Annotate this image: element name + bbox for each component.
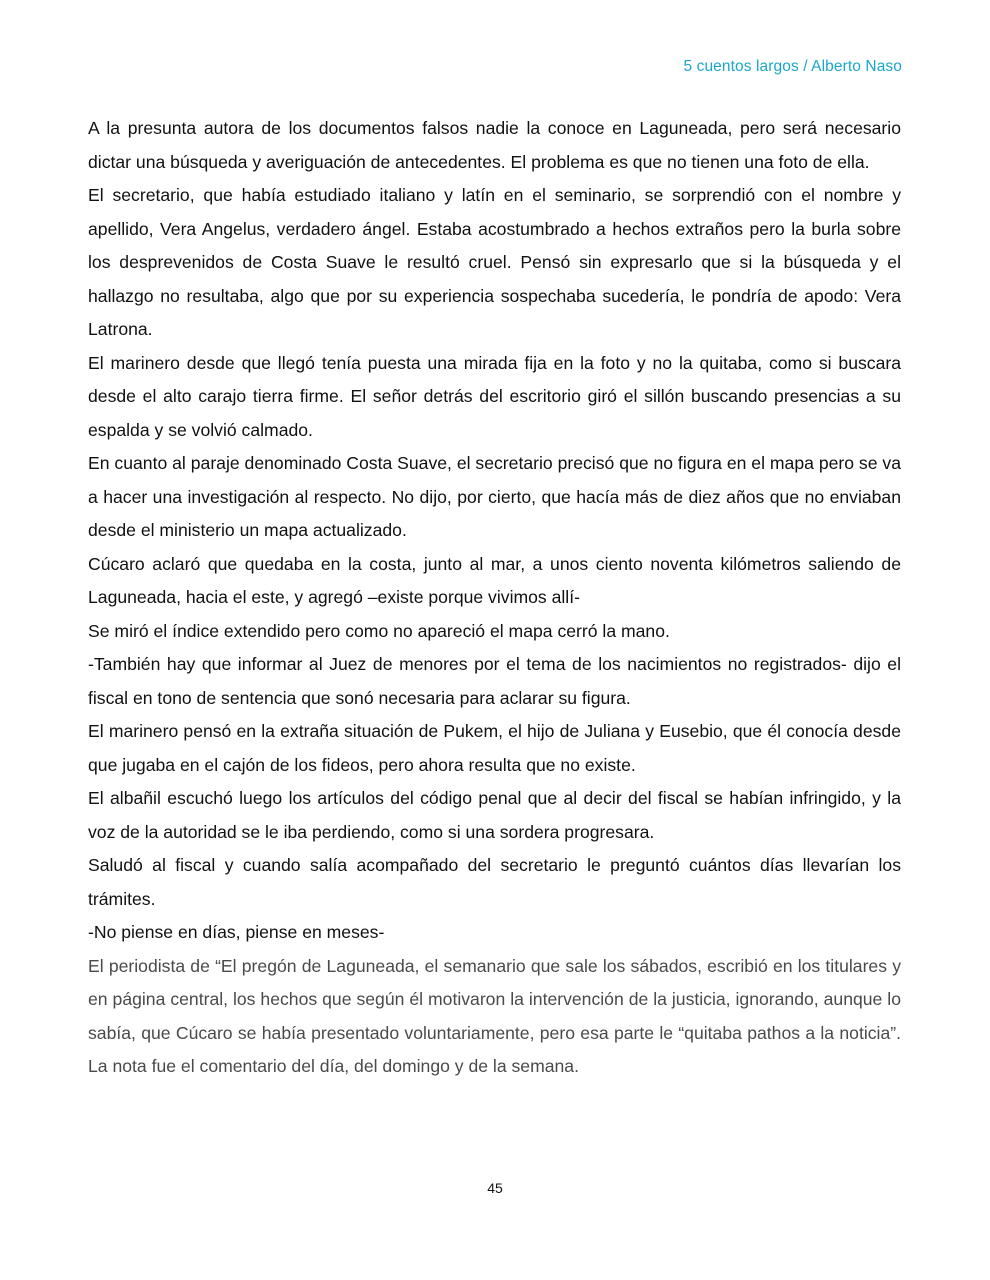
paragraph: El marinero pensó en la extraña situación de Pukem, el hijo de Juliana y Eusebio, que él conocía desde que jugaba en el cajón de los fideos, pero ahora resulta que no existe. [88, 721, 901, 775]
paragraph: En cuanto al paraje denominado Costa Suave, el secretario precisó que no figura en el mapa pero se va a hacer una investigación al respecto. No dijo, por cierto, que hacía más de diez años que no enviaban desde el ministerio un mapa actualizado. [88, 453, 901, 540]
paragraph: Cúcaro aclaró que quedaba en la costa, junto al mar, a unos ciento noventa kilómetros saliendo de Laguneada, hacia el este, y agregó –existe porque vivimos allí- [88, 553, 901, 607]
paragraph: El marinero desde que llegó tenía puesta una mirada fija en la foto y no la quitaba, como si buscara desde el alto carajo tierra firme. El señor detrás del escritorio giró el sillón buscando presencias a su espalda y se volvió calmado. [88, 352, 901, 440]
running-header: 5 cuentos largos / Alberto Naso [683, 58, 902, 75]
document-body [88, 112, 901, 1084]
paragraph: El albañil escuchó luego los artículos del código penal que al decir del fiscal se habían infringido, y la voz de la autoridad se le iba perdiendo, como si una sordera progresara. [88, 788, 901, 842]
paragraph: A la presunta autora de los documentos falsos nadie la conoce en Laguneada, pero será necesario dictar una búsqueda y averiguación de antecedentes. El problema es que no tienen una foto de ella. [88, 118, 901, 172]
page-number: 45 [487, 1180, 503, 1196]
paragraph: -No piense en días, piense en meses- [88, 922, 385, 942]
paragraph: Saludó al fiscal y cuando salía acompañado del secretario le preguntó cuántos días llevarían los trámites. [88, 855, 901, 909]
paragraph: Se miró el índice extendido pero como no apareció el mapa cerró la mano. [88, 620, 670, 641]
paragraph: El secretario, que había estudiado italiano y latín en el seminario, se sorprendió con el nombre y apellido, Vera Angelus, verdadero ángel. Estaba acostumbrado a hechos extraños pero la burla sobre los desprevenidos de Costa Suave le resultó cruel. Pensó sin expresarlo que si la búsqueda y el hallazgo no resultaba, algo que por su experiencia sospechaba sucedería, le pondría de apodo: Vera Latrona. [88, 185, 901, 339]
paragraph: El periodista de “El pregón de Laguneada, el semanario que sale los sábados, escribió en los titulares y en página central, los hechos que según él motivaron la intervención de la justicia, ignorando, aunque lo sabía, que Cúcaro se había presentado voluntariamente, pero esa parte le “quitaba pathos a la noticia”. La nota fue el comentario del día, del domingo y de la semana. [88, 955, 901, 1076]
paragraph: -También hay que informar al Juez de menores por el tema de los nacimientos no registrados- dijo el fiscal en tono de sentencia que sonó necesaria para aclarar su figura. [88, 654, 901, 708]
